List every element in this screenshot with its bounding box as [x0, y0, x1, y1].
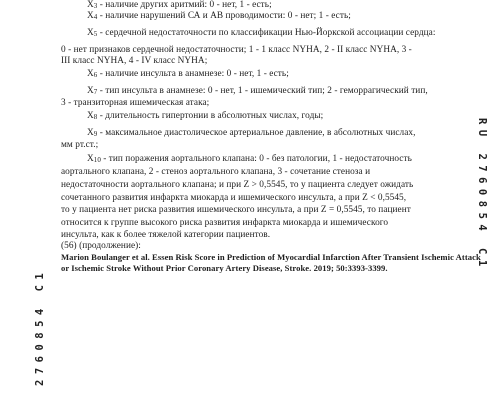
text-line-z-2: то у пациента нет риска развития ишемического инсульта, а при Z = 0,5545, то пациент [61, 205, 411, 215]
citation-heading: (56) (продолжение): [61, 241, 141, 251]
text-line-x9: Х9 - максимальное диастолическое артериальное давление, в абсолютных числах, [87, 128, 416, 138]
citation-line-2: or Ischemic Stroke Without Prior Coronary Artery Disease, Stroke. 2019; 50:3393-3399. [61, 263, 388, 273]
text-line-x8: Х8 - длительность гипертонии в абсолютных числах, годы; [87, 111, 324, 121]
citation-line-1: Marion Boulanger et al. Essen Risk Score in Prediction of Myocardial Infarction After Transient Ischemic Attack [61, 252, 481, 262]
text-line-x6: Х6 - наличие инсульта в анамнезе: 0 - нет, 1 - есть; [87, 69, 289, 79]
text-line-risk-2: инсульта, как к более тяжелой категории пациентов. [61, 230, 271, 240]
text-line-x10: Х10 - тип поражения аортального клапана: 0 - без патологии, 1 - недостаточность [87, 154, 412, 164]
patent-number-right: RU 2760854 C1 [476, 118, 488, 272]
text-line-tia: 3 - транзиторная ишемическая атака; [61, 98, 210, 108]
text-line-x3: Х3 - наличие других аритмий: 0 - нет, 1 - есть; [87, 0, 272, 10]
text-line-x7: Х7 - тип инсульта в анамнезе: 0 - нет, 1 - ишемический тип; 2 - геморрагический тип, [87, 86, 428, 96]
text-line-mmhg: мм рт.ст.; [61, 140, 99, 150]
text-line-x5: Х5 - сердечной недостаточности по классификации Нью-Йоркской ассоциации сердца: [87, 28, 436, 38]
patent-number-left: 2760854 C1 [34, 267, 46, 386]
text-line-aortic-2: недостаточности аортального клапана; и при Z > 0,5545, то у пациента следует ожидать [61, 180, 414, 190]
text-line-nyha-1: 0 - нет признаков сердечной недостаточности; 1 - 1 класс NYHA, 2 - II класс NYHA, 3 - [61, 45, 412, 55]
text-line-x4: Х4 - наличие нарушений СА и АВ проводимости: 0 - нет; 1 - есть; [87, 11, 351, 21]
text-line-z-1: сочетанного развития инфаркта миокарда и ишемического инсульта, а при Z < 0,5545, [61, 193, 407, 203]
text-line-aortic-1: аортального клапана, 2 - стеноз аортального клапана, 3 - сочетание стеноза и [61, 167, 371, 177]
text-line-risk-1: относится к группе высокого риска развития инфаркта миокарда и ишемического [61, 218, 389, 228]
text-line-nyha-2: III класс NYHA, 4 - IV класс NYHA; [61, 56, 208, 66]
